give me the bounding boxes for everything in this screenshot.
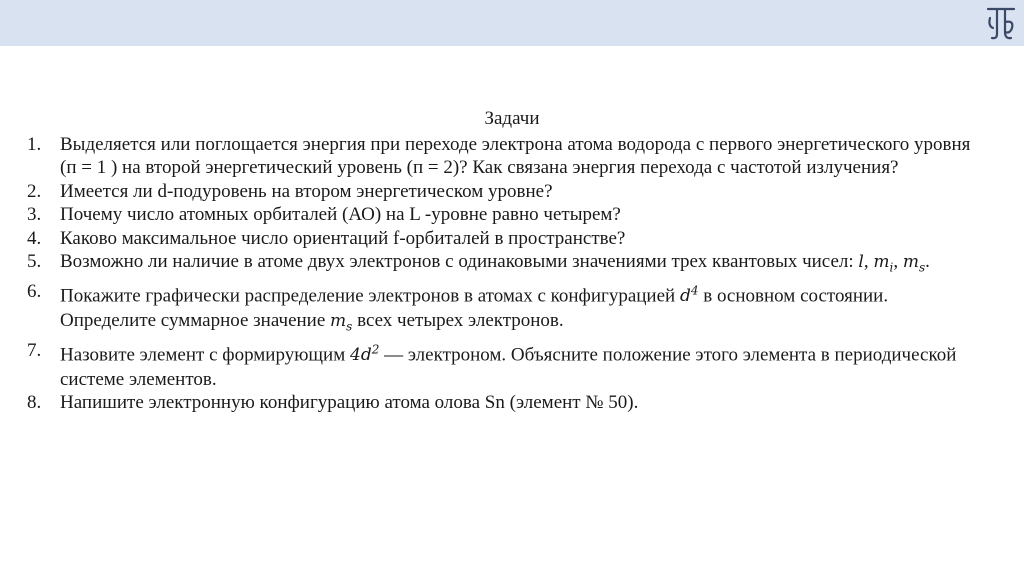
item-end: . <box>925 251 930 273</box>
item-text: в основном состоянии. Определите суммарное значение <box>60 285 889 331</box>
item-text: Назовите элемент с формирующим <box>60 344 346 366</box>
item-number: 6. <box>27 280 42 302</box>
math-mi: $m_i$ <box>873 252 894 275</box>
item-text: — электроном. Объясните положение этого элемента в периодической системе элементов. <box>60 344 957 390</box>
list-item <box>24 180 984 203</box>
item-number: 4. <box>27 227 42 249</box>
page-title: Задачи <box>484 108 540 129</box>
item-number: 3. <box>27 204 42 226</box>
item-text: Каково максимальное число ориентаций f-орбиталей в пространстве? <box>60 227 626 249</box>
item-number: 2. <box>27 180 42 202</box>
task-list <box>24 133 984 415</box>
list-item <box>24 203 984 226</box>
math-4d2: $4d^2$ <box>350 342 380 366</box>
list-item <box>24 391 984 414</box>
university-monogram-icon <box>984 4 1018 42</box>
item-text: Покажите графически распределение электронов в атомах с конфигурацией <box>60 285 676 307</box>
item-number: 1. <box>27 134 42 155</box>
item-number: 7. <box>27 339 42 361</box>
list-item <box>24 339 984 391</box>
item-text: всех четырех электронов. <box>357 309 564 331</box>
item-number: 8. <box>27 392 42 414</box>
item-text: Напишите электронную конфигурацию атома олова Sn (элемент № 50). <box>60 392 639 414</box>
item-text: Имеется ли d-подуровень на втором энергетическом уровне? <box>60 180 553 202</box>
item-text: Возможно ли наличие в атоме двух электронов с одинаковыми значениями трех квантовых чисел: <box>60 251 854 273</box>
item-number: 5. <box>27 251 42 273</box>
list-item <box>24 133 984 180</box>
list-item <box>24 227 984 250</box>
math-ms: $m_s$ <box>330 310 353 334</box>
item-text: Выделяется или поглощается энергия при переходе электрона атома водорода с первого энергетического уровня (п = 1 ) на второй энергетический уровень (п = 2)? Как связана энергия перехода с частотой излучения? <box>60 134 971 179</box>
math-l: l <box>858 252 864 273</box>
header-bar <box>0 0 1024 46</box>
math-ms: $m_s$ <box>902 252 926 275</box>
list-item <box>24 280 984 339</box>
item-text: Почему число атомных орбиталей (АО) на L -уровне равно четырем? <box>60 204 621 226</box>
math-d4: $d^4$ <box>679 283 699 307</box>
list-item: 5. Возможно ли наличие в атоме двух электронов с одинаковыми значениями трех квантовых чисел: l, $m_i$, $m_s$. <box>27 251 930 275</box>
